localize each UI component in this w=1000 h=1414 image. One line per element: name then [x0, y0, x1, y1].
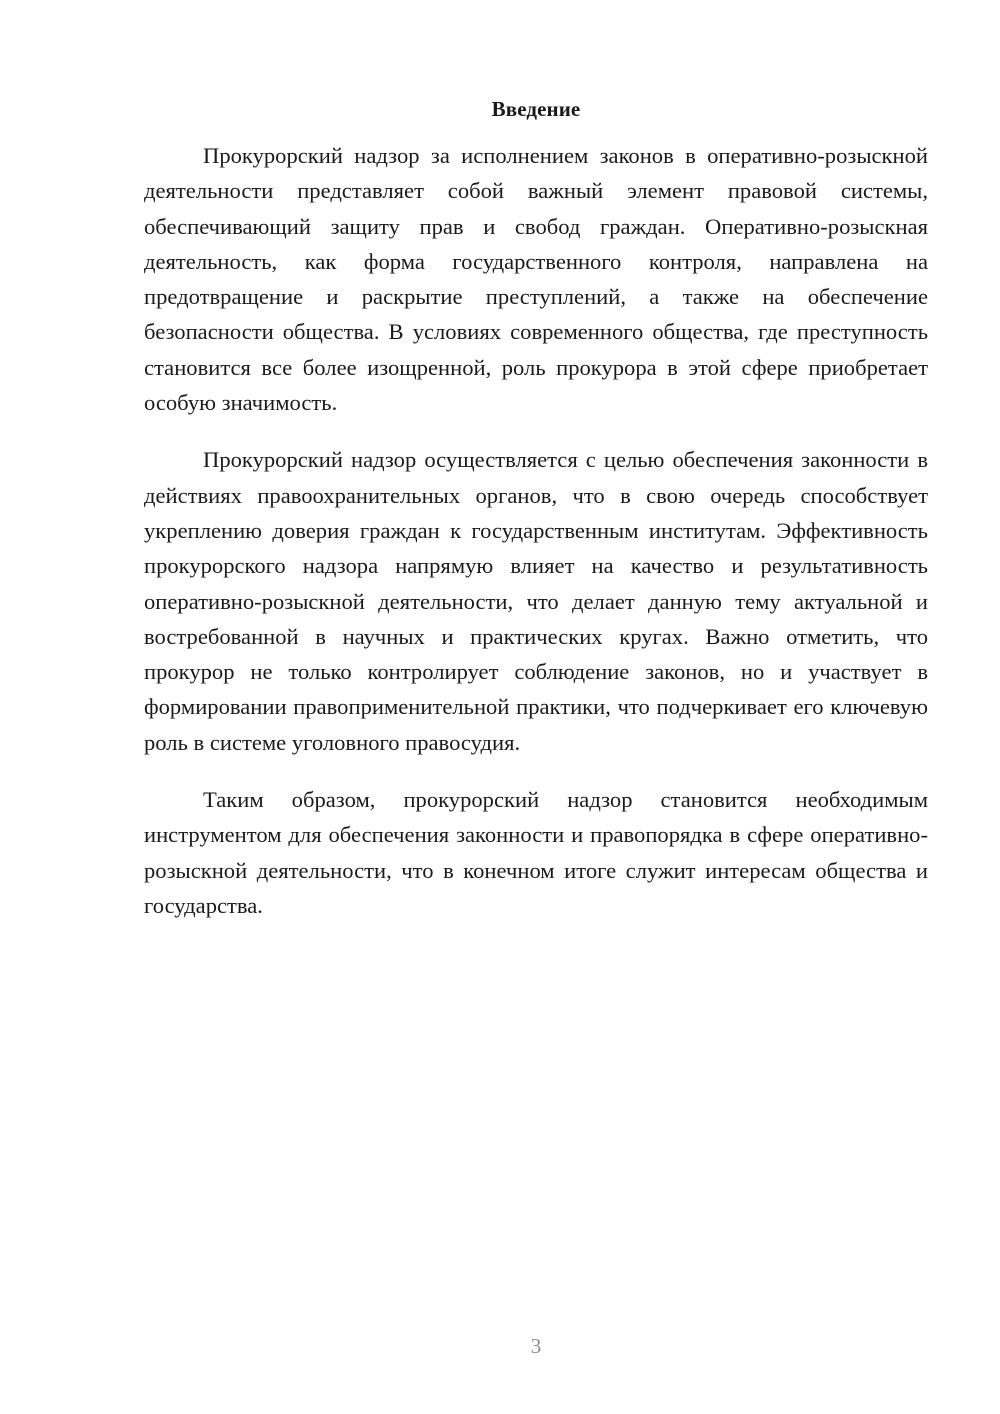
- paragraph-1: Прокурорский надзор за исполнением законов в оперативно-розыскной деятельности представляет собой важный элемент правовой системы, обеспечивающий защиту прав и свобод граждан. Оперативно-розыскная деятельность, как форма государственного контроля, направлена на предотвращение и раскрытие преступлений, а также на обеспечение безопасности общества. В условиях современного общества, где преступность становится все более изощренной, роль прокурора в этой сфере приобретает особую значимость.: [144, 143, 928, 416]
- section-title: Введение: [491, 97, 581, 121]
- page-number: 3: [530, 1334, 542, 1358]
- page-content: [144, 94, 928, 945]
- paragraph-3: Таким образом, прокурорский надзор становится необходимым инструментом для обеспечения законности и правопорядка в сфере оперативно-розыскной деятельности, что в конечном итоге служит интересам общества и государства.: [144, 787, 928, 918]
- paragraph-2: Прокурорский надзор осуществляется с целью обеспечения законности в действиях правоохранительных органов, что в свою очередь способствует укреплению доверия граждан к государственным институтам. Эффективность прокурорского надзора напрямую влияет на качество и результативность оперативно-розыскной деятельности, что делает данную тему актуальной и востребованной в научных и практических кругах. Важно отметить, что прокурор не только контролирует соблюдение законов, но и участвует в формировании правоприменительной практики, что подчеркивает его ключевую роль в системе уголовного правосудия.: [144, 447, 928, 755]
